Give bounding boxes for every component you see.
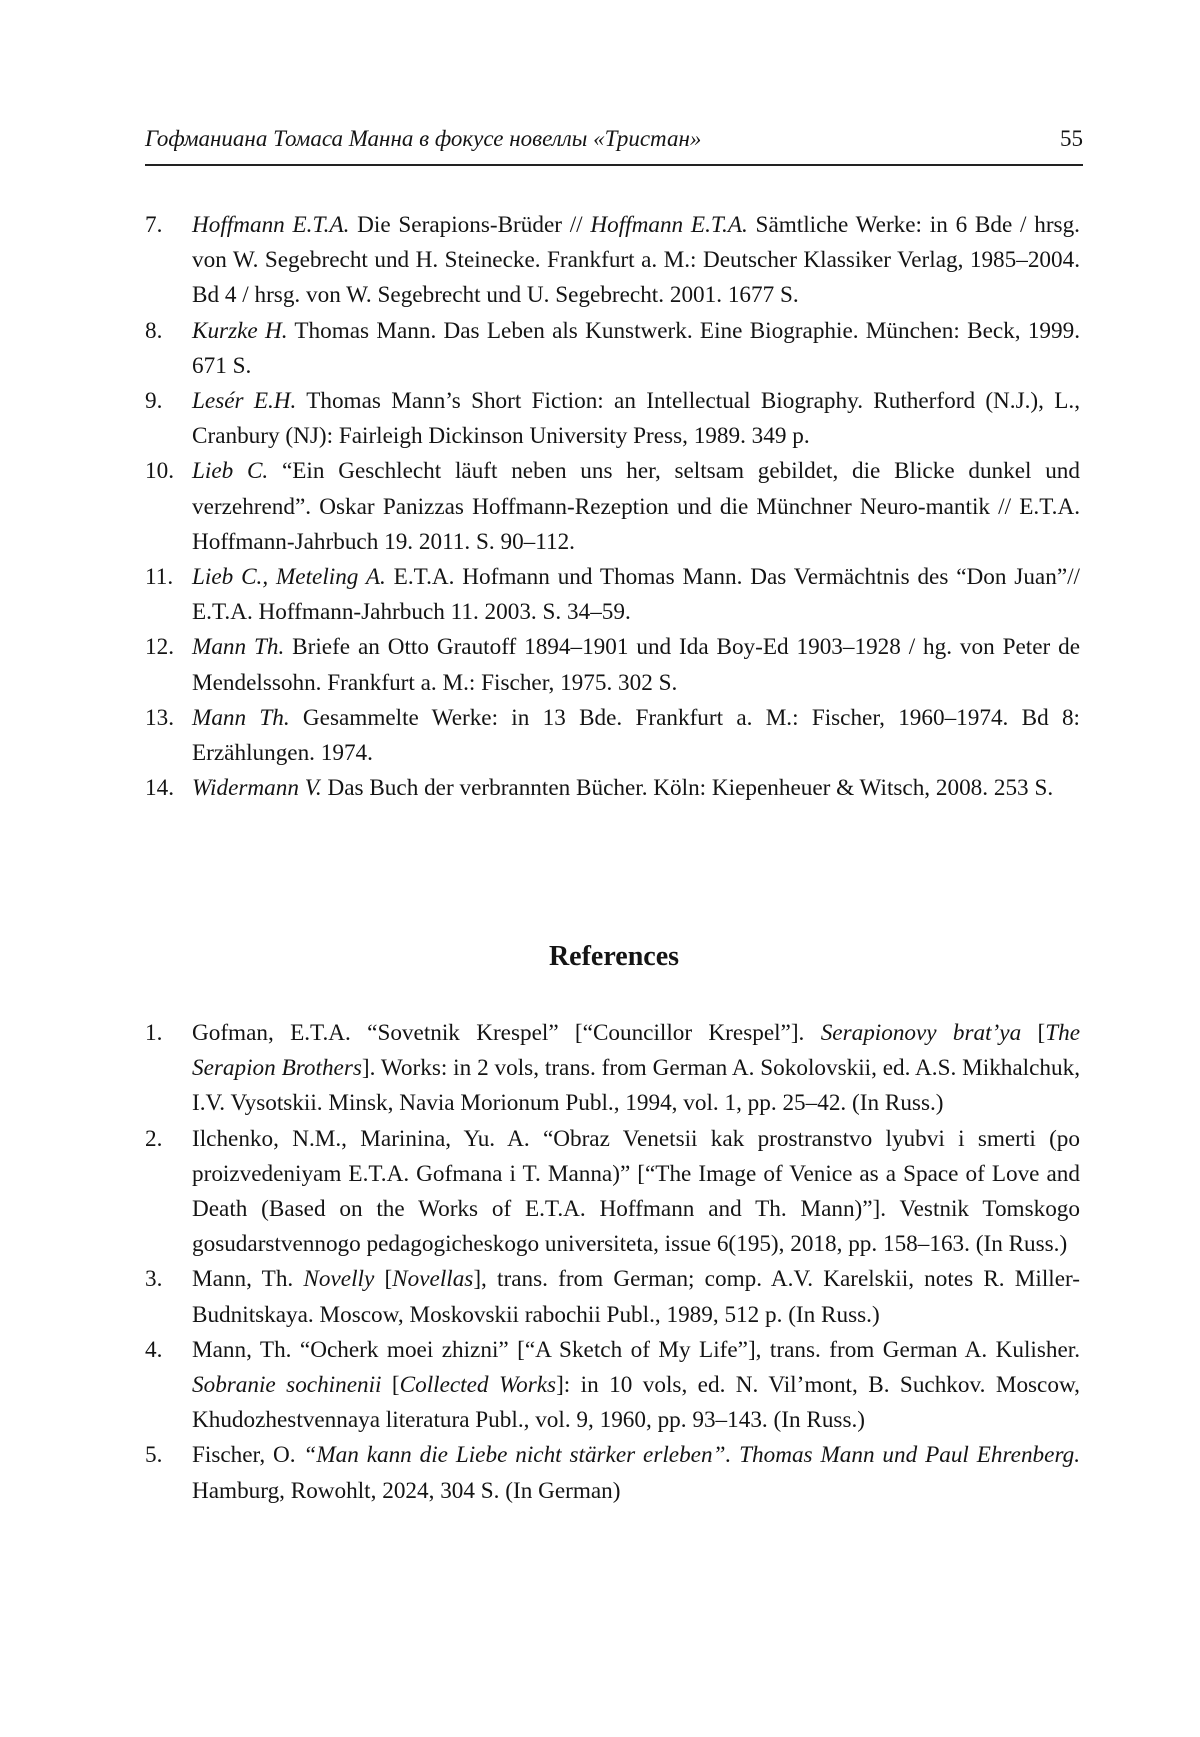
- running-header: [145, 124, 1083, 154]
- bibliography-entry: [145, 384, 1080, 454]
- reference-entry: [145, 1438, 1080, 1508]
- bibliography-entry-italic-text: Widermann V.: [192, 775, 322, 802]
- reference-entry-text: Fischer, O.: [192, 1442, 304, 1469]
- bibliography-entry-italic-text: Lesér E.H.: [192, 388, 297, 415]
- reference-entry: [145, 1262, 1080, 1332]
- bibliography-entry-italic-text: Lieb C., Meteling A.: [192, 564, 386, 591]
- bibliography-entry-number: 13.: [145, 704, 174, 731]
- reference-entry-text: Gofman, E.T.A. “Sovetnik Krespel” [“Councillor Krespel”].: [192, 1020, 821, 1046]
- bibliography-entry-text: “Ein Geschlecht läuft neben uns her, seltsam gebildet, die Blicke dunkel und verzehrend”. Oskar Panizzas Hoffmann-Rezeption und die Münchner Neuro-mantik // E.T.A. Hoffmann-Jahrbuch 19. 2011. S. 90–112.: [192, 458, 1080, 555]
- reference-entry-number: 4.: [145, 1336, 163, 1363]
- reference-entry-italic-text: Novelly: [303, 1266, 375, 1293]
- bibliography-entry-italic-text: Hoffmann E.T.A.: [590, 212, 748, 238]
- reference-entry: [145, 1016, 1080, 1122]
- reference-entry-text: [: [381, 1372, 400, 1399]
- bibliography-entry: [145, 560, 1080, 630]
- bibliography-list: [145, 208, 1080, 806]
- references-list: [145, 1016, 1080, 1509]
- references-heading: References: [548, 941, 680, 972]
- running-title: Гофманиана Томаса Манна в фокусе новеллы «Тристан»: [145, 126, 702, 151]
- reference-entry-text: Mann, Th. “Ocherk moei zhizni” [“A Sketch of My Life”], trans. from German A. Kulisher.: [192, 1336, 1080, 1363]
- reference-entry-italic-text: Collected Works: [399, 1372, 557, 1399]
- bibliography-entry-text: Sämtliche Werke: in 6 Bde / hrsg. von W. Segebrecht und H. Steinecke. Frankfurt a. M.: Deutscher Klassiker Verlag, 1985–2004. Bd 4 / hrsg. von W. Segebrecht und U. Segebrecht. 2001. 1677 S.: [192, 212, 1080, 309]
- reference-entry-text: ]. Works: in 2 vols, trans. from German A. Sokolovskii, ed. A.S. Mikhalchuk, I.V. Vysotskii. Minsk, Navia Morionum Publ., 1994, vol. 1, pp. 25–42. (In Russ.): [192, 1055, 1080, 1117]
- reference-entry-number: 1.: [145, 1020, 163, 1046]
- bibliography-entry: [145, 771, 1080, 806]
- reference-entry-text: Hamburg, Rowohlt, 2024, 304 S. (In German): [192, 1477, 621, 1504]
- bibliography-entry-text: E.T.A. Hofmann und Thomas Mann. Das Vermächtnis des “Don Juan”// E.T.A. Hoffmann-Jahrbuch 11. 2003. S. 34–59.: [192, 564, 1080, 626]
- reference-entry: [145, 1333, 1080, 1439]
- bibliography-entry-italic-text: Mann Th.: [192, 704, 290, 731]
- bibliography-entry: [145, 314, 1080, 384]
- reference-entry-italic-text: Serapionovy brat’ya: [820, 1020, 1022, 1046]
- reference-entry: [145, 1122, 1080, 1263]
- bibliography-entry-text: Briefe an Otto Grautoff 1894–1901 und Ida Boy-Ed 1903–1928 / hg. von Peter de Mendelssohn. Frankfurt a. M.: Fischer, 1975. 302 S.: [192, 634, 1080, 696]
- bibliography-entry-number: 7.: [145, 212, 163, 238]
- bibliography-entry: [145, 701, 1080, 771]
- reference-entry-italic-text: The Serapion Brothers: [192, 1020, 1080, 1082]
- reference-entry-text: ]: in 10 vols, ed. N. Vil’mont, B. Suchkov. Moscow, Khudozhestvennaya literatura Publ., vol. 9, 1960, pp. 93–143. (In Russ.): [192, 1372, 1080, 1434]
- bibliography-entry-italic-text: Mann Th.: [192, 634, 285, 661]
- bibliography-entry-number: 10.: [145, 458, 174, 485]
- bibliography-entry-number: 14.: [145, 775, 174, 802]
- bibliography-entry: [145, 630, 1080, 700]
- reference-entry-italic-text: Novellas: [392, 1266, 474, 1293]
- bibliography-entry-number: 8.: [145, 317, 163, 344]
- bibliography-entry-text: Thomas Mann’s Short Fiction: an Intellectual Biography. Rutherford (N.J.), L., Cranbury (NJ): Fairleigh Dickinson University Press, 1989. 349 p.: [192, 388, 1080, 450]
- reference-entry-number: 5.: [145, 1442, 163, 1469]
- bibliography-entry-text: Thomas Mann. Das Leben als Kunstwerk. Eine Biographie. München: Beck, 1999. 671 S.: [192, 317, 1080, 379]
- bibliography-entry-number: 12.: [145, 634, 174, 661]
- header-rule: [145, 164, 1083, 166]
- bibliography-entry-text: Die Serapions-Brüder //: [349, 212, 591, 238]
- reference-entry-italic-text: “Man kann die Liebe nicht stärker erleben”. Thomas Mann und Paul Ehrenberg.: [303, 1442, 1080, 1469]
- bibliography-entry-italic-text: Hoffmann E.T.A.: [192, 212, 350, 238]
- reference-entry-number: 3.: [145, 1266, 163, 1293]
- bibliography-entry: [145, 208, 1080, 314]
- bibliography-entry-text: Das Buch der verbrannten Bücher. Köln: Kiepenheuer & Witsch, 2008. 253 S.: [321, 775, 1054, 802]
- reference-entry-text: [: [374, 1266, 393, 1293]
- bibliography-entry-number: 11.: [145, 564, 174, 591]
- bibliography-entry: [145, 454, 1080, 560]
- reference-entry-text: Ilchenko, N.M., Marinina, Yu. A. “Obraz Venetsii kak prostranstvo lyubvi i smerti (po proizvedeniyam E.T.A. Gofmana i T. Manna)” [“The Image of Venice as a Space of Love and Death (Based on the Works of E.T.A. Hoffmann and Th. Mann)”]. Vestnik Tomskogo gosudarstvennogo pedagogicheskogo universiteta, issue 6(195), 2018, pp. 158–163. (In Russ.): [192, 1125, 1080, 1258]
- bibliography-entry-italic-text: Lieb C.: [192, 458, 269, 485]
- page-number: 55: [1060, 126, 1083, 151]
- reference-entry-italic-text: Sobranie sochinenii: [192, 1372, 382, 1399]
- reference-entry-number: 2.: [145, 1125, 163, 1152]
- bibliography-entry-number: 9.: [145, 388, 163, 415]
- bibliography-entry-italic-text: Kurzke H.: [192, 317, 288, 344]
- reference-entry-text: Mann, Th.: [192, 1266, 304, 1293]
- reference-entry-text: [: [1021, 1020, 1046, 1046]
- reference-entry-text: ], trans. from German; comp. A.V. Karelskii, notes R. Miller-Budnitskaya. Moscow, Moskovskii rabochii Publ., 1989, 512 p. (In Russ.): [192, 1266, 1080, 1328]
- bibliography-entry-text: Gesammelte Werke: in 13 Bde. Frankfurt a. M.: Fischer, 1960–1974. Bd 8: Erzählungen. 1974.: [192, 704, 1080, 767]
